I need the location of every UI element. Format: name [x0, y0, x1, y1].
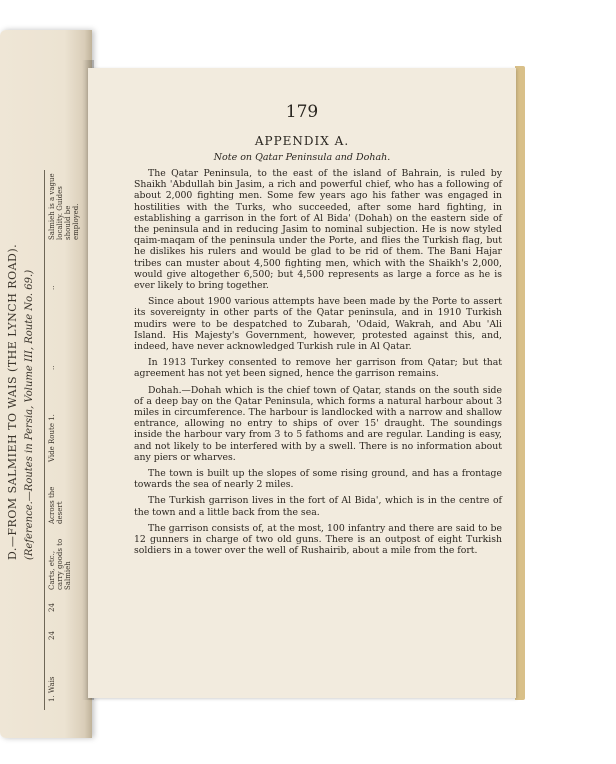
table-cell: Vide Route 1. [48, 414, 56, 462]
table-cell: .. [48, 365, 56, 370]
paragraph: The garrison consists of, at the most, 100 infantry and there are said to be 12 gunners in charge of two old guns. There is an outpost of eight Turkish soldiers in a tower over the well of Rushairib, about a mile from the fort. [134, 522, 502, 557]
paragraph: The Qatar Peninsula, to the east of the island of Bahrain, is ruled by Shaikh 'Abdullah bin Jasim, a rich and powerful chief, who has a following of about 2,000 fighting men. Some few years ago his father was engaged in hostilities with the Turks, who succeeded, after some hard fighting, in establishing a garrison in the fort of Al Bida' (Dohah) on the eastern side of the peninsula and in reducing Jasim to nominal subjection. He is now styled qaim-maqam of the peninsula under the Porte, and flies the Turkish flag, but he dislikes his rulers and would be glad to be rid of them. The Bani Hajar tribes can muster about 4,500 fighting men, which with the Shaikh's 2,000, would give altogether 6,500; but 4,500 represents as large a force as he is ever likely to bring together. [134, 168, 502, 292]
table-rule [44, 170, 45, 710]
paragraph: Since about 1900 various attempts have been made by the Porte to assert its sovereignty in other parts of the Qatar peninsula, and in 1910 Turkish mudirs were to be despatched to Zubarah, 'Odaid, Wakrah, and Abu 'Ali Island. His Majesty's Government, however, protested against this, and, indeed, have never acknowledged Turkish rule in Al Qatar. [134, 296, 502, 353]
left-page-subtitle: (Reference.—Routes in Persia, Volume III, Route No. 69.) [24, 269, 35, 560]
appendix-heading: APPENDIX A. [254, 134, 350, 148]
paragraph: The town is built up the slopes of some rising ground, and has a frontage towards the sea of nearly 2 miles. [134, 468, 502, 491]
table-cell: Carts, etc., carry goods to Salmieh [48, 538, 72, 590]
table-cell: .. [48, 285, 56, 290]
paragraph: Dohah.—Dohah which is the chief town of Qatar, stands on the south side of a deep bay on the Qatar Peninsula, which forms a natural harbour about 3 miles in circumference. The harbour is landlocked with a narrow and shallow entrance, allowing no entry to ships of over 15' draught. The soundings inside the harbour vary from 3 to 5 fathoms and are regular. Landing is easy, and not likely to be interfered with by a swell. There is no information about any piers or wharves. [134, 384, 502, 463]
table-cell: 24 [48, 603, 56, 612]
table-cell: 24 [48, 631, 56, 640]
table-cell: 1. Wais [48, 676, 56, 702]
table-cell: Salmieh is a vague locality. Guides should be employed. [48, 173, 80, 240]
table-cell: Across the desert [48, 486, 64, 524]
page-number: 179 [285, 102, 319, 122]
paragraph: In 1913 Turkey consented to remove her garrison from Qatar; but that agreement has not yet been signed, hence the garrison remains. [134, 357, 502, 380]
paragraph: The Turkish garrison lives in the fort of Al Bida', which is in the centre of the town and a little back from the sea. [134, 495, 502, 518]
appendix-subheading: Note on Qatar Peninsula and Dohah. [213, 152, 391, 163]
left-page-title: D.—FROM SALMIEH TO WAIS (THE LYNCH ROAD). [6, 243, 19, 560]
body-text [134, 168, 502, 562]
right-page [88, 68, 516, 698]
left-page [0, 30, 92, 738]
left-page-rotated-text [2, 150, 82, 730]
back-cover-edge [515, 66, 525, 700]
